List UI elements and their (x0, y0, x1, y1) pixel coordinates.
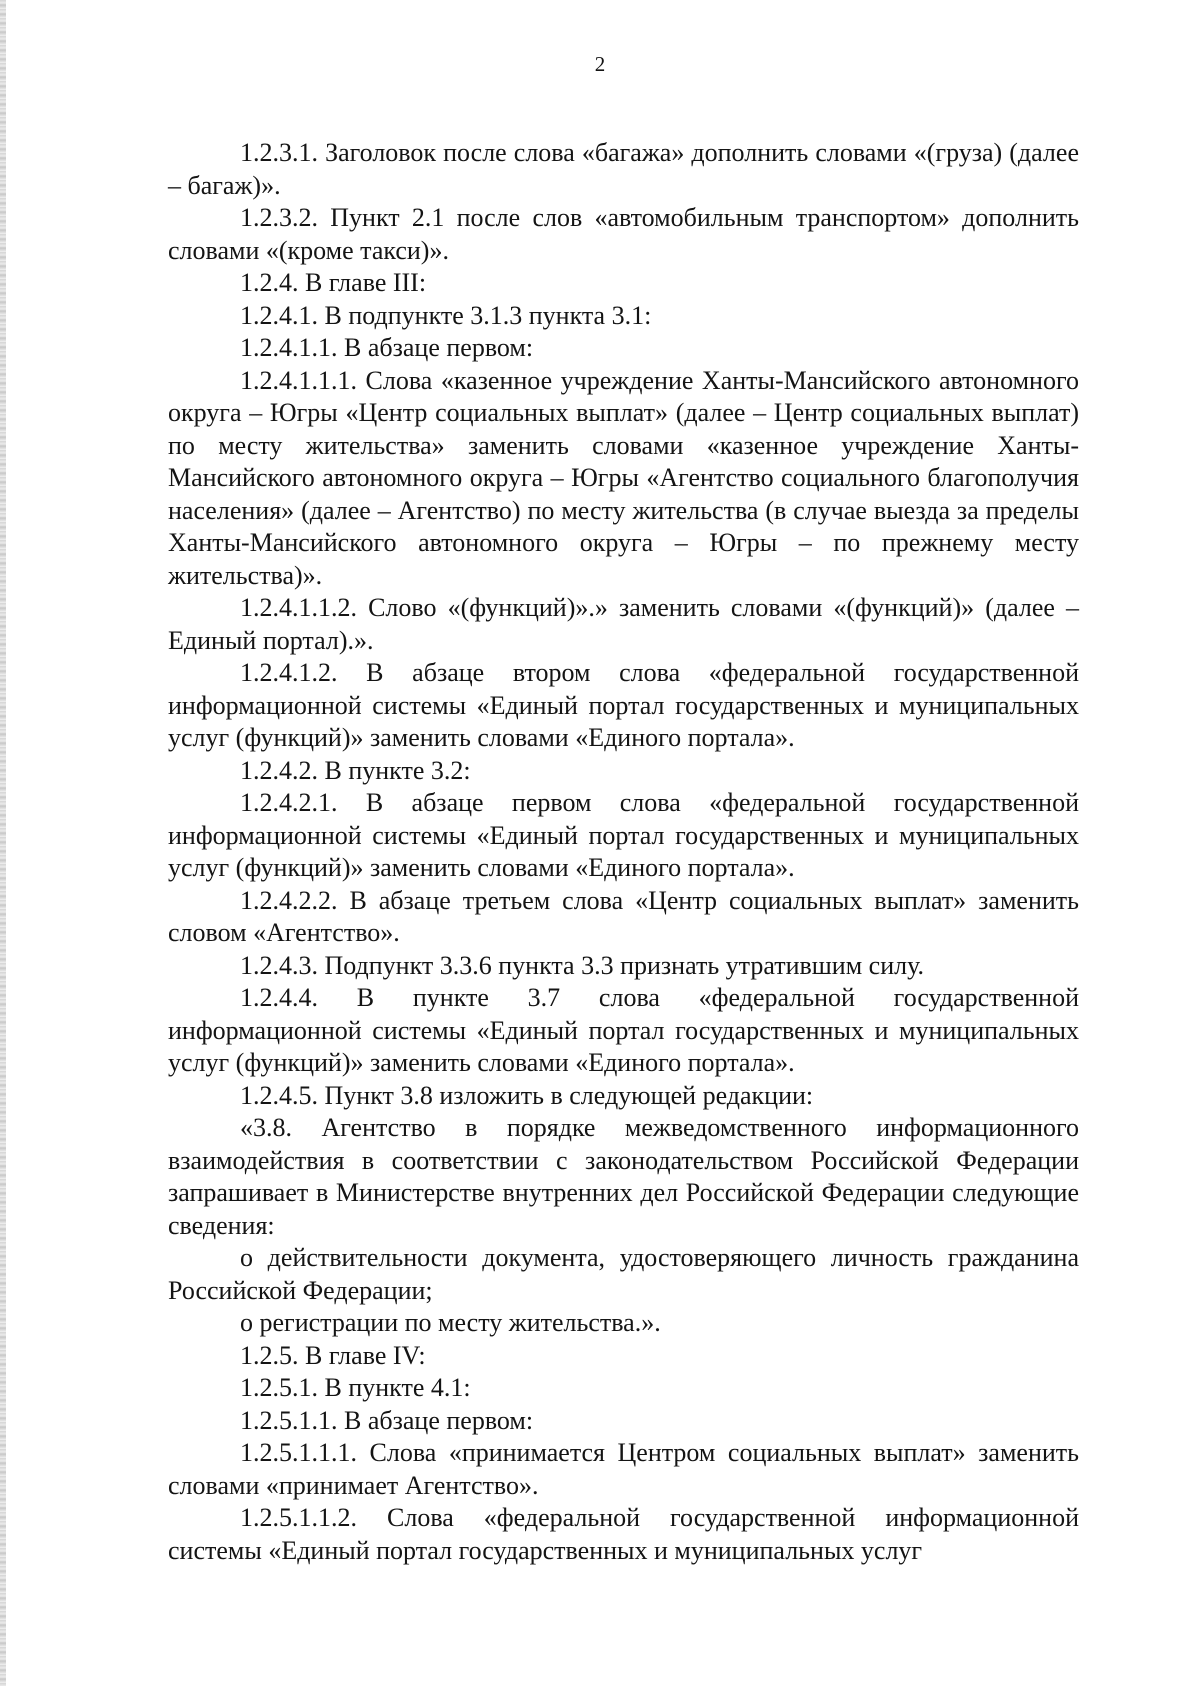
quoted-paragraph-3-8: «3.8. Агентство в порядке межведомственного информационного взаимодействия в соответствии с законодательством Российской Федерации запрашивает в Министерстве внутренних дел Российской Федерации следующие сведения: (168, 1113, 1079, 1240)
paragraph-1-2-4-2-2: 1.2.4.2.2. В абзаце третьем слова «Центр социальных выплат» заменить словом «Агентство». (168, 885, 1079, 947)
paragraph-1-2-5-1-1: 1.2.5.1.1. В абзаце первом: (240, 1405, 534, 1435)
paragraph-1-2-4-5: 1.2.4.5. Пункт 3.8 изложить в следующей редакции: (240, 1080, 814, 1110)
document-body (168, 137, 1079, 1567)
paragraph-1-2-4-1-1: 1.2.4.1.1. В абзаце первом: (240, 333, 534, 362)
paragraph-1-2-4-2: 1.2.4.2. В пункте 3.2: (240, 755, 471, 785)
paragraph-1-2-4-4: 1.2.4.4. В пункте 3.7 слова «федеральной государственной информационной системы «Единый портал государственных и муниципальных услуг (функций)» заменить словами «Единого портала». (168, 983, 1079, 1077)
paragraph-1-2-4-3: 1.2.4.3. Подпункт 3.3.6 пункта 3.3 признать утратившим силу. (240, 950, 924, 980)
quoted-item-document-validity: о действительности документа, удостоверяющего личность гражданина Российской Федерации; (168, 1243, 1079, 1305)
paragraph-1-2-4-1-1-1: 1.2.4.1.1.1. Слова «казенное учреждение Ханты-Мансийского автономного округа – Югры «Центр социальных выплат» (далее – Центр социальных выплат) по месту жительства» заменить словами «казенное учреждение Ханты-Мансийского автономного округа – Югры «Агентство социального благополучия населения» (далее – Агентство) по месту жительства (в случае выезда за пределы Ханты-Мансийского автономного округа – Югры – по прежнему месту жительства)». (168, 365, 1079, 590)
quoted-item-registration: о регистрации по месту жительства.». (240, 1308, 661, 1337)
paragraph-1-2-4-1: 1.2.4.1. В подпункте 3.1.3 пункта 3.1: (240, 300, 652, 330)
page-number: 2 (594, 52, 606, 76)
paragraph-1-2-5: 1.2.5. В главе IV: (240, 1340, 426, 1370)
paragraph-1-2-4: 1.2.4. В главе III: (240, 268, 427, 297)
paragraph-1-2-5-1-1-2: 1.2.5.1.1.2. Слова «федеральной государственной информационной системы «Единый портал государственных и муниципальных услуг (168, 1503, 1079, 1565)
paragraph-1-2-5-1-1-1: 1.2.5.1.1.1. Слова «принимается Центром социальных выплат» заменить словами «принимает Агентство». (168, 1438, 1079, 1500)
paragraph-1-2-3-1: 1.2.3.1. Заголовок после слова «багажа» дополнить словами «(груза) (далее – багаж)». (168, 138, 1079, 200)
scan-edge-artifact (0, 0, 6, 1686)
paragraph-1-2-4-2-1: 1.2.4.2.1. В абзаце первом слова «федеральной государственной информационной системы «Единый портал государственных и муниципальных услуг (функций)» заменить словами «Единого портала». (168, 788, 1079, 882)
paragraph-1-2-3-2: 1.2.3.2. Пункт 2.1 после слов «автомобильным транспортом» дополнить словами «(кроме такси)». (168, 203, 1079, 265)
paragraph-1-2-5-1: 1.2.5.1. В пункте 4.1: (240, 1373, 471, 1402)
paragraph-1-2-4-1-2: 1.2.4.1.2. В абзаце втором слова «федеральной государственной информационной системы «Единый портал государственных и муниципальных услуг (функций)» заменить словами «Единого портала». (168, 658, 1079, 752)
paragraph-1-2-4-1-1-2: 1.2.4.1.1.2. Слово «(функций)».» заменить словами «(функций)» (далее – Единый портал).». (168, 593, 1079, 655)
